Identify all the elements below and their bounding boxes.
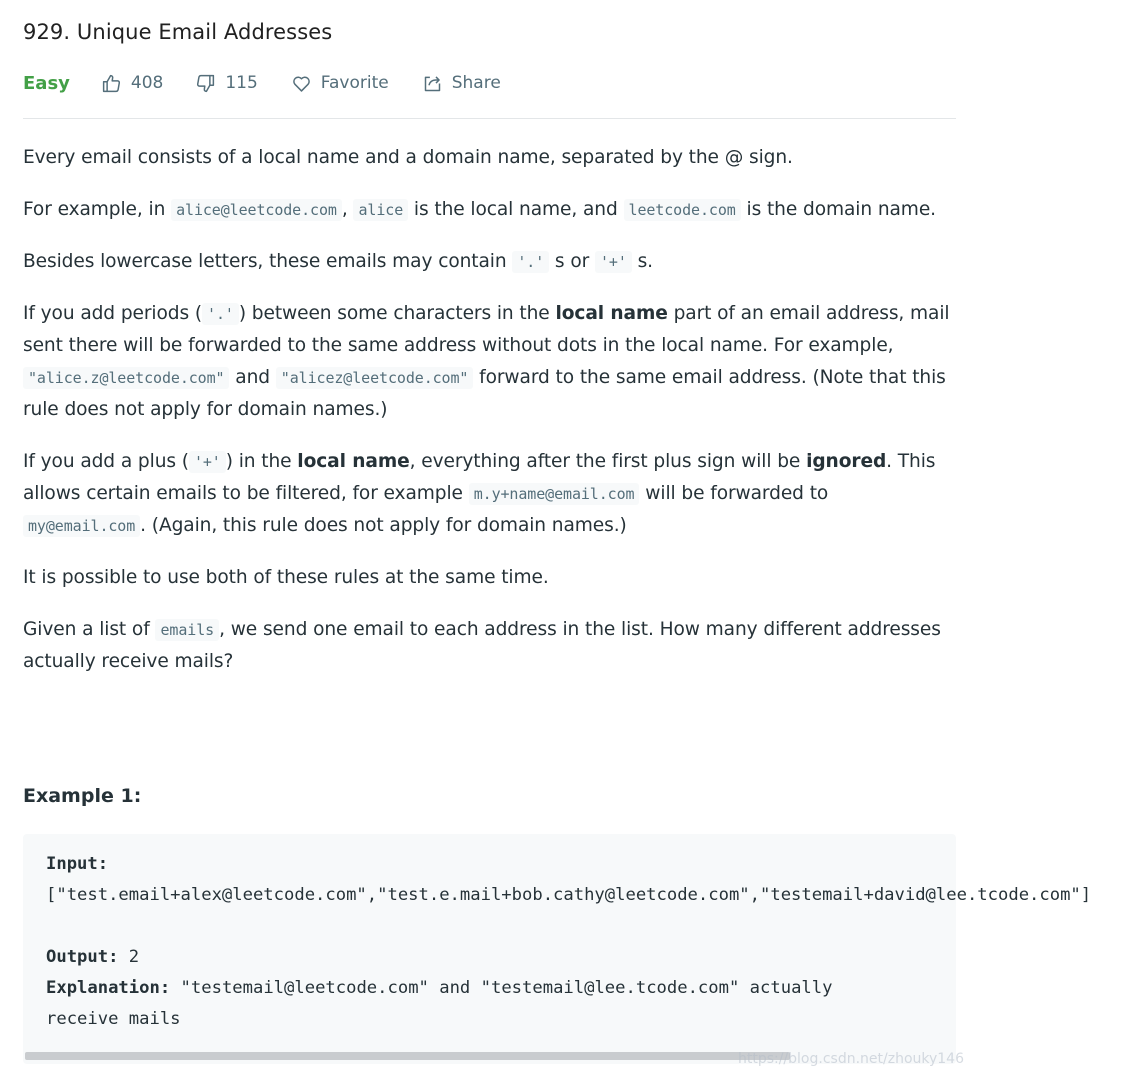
explanation-line-2: receive mails	[46, 1009, 181, 1029]
text: forward to the same email address. (Note that this rule does not apply for domain names.)	[23, 367, 946, 420]
text: will be forwarded to	[639, 483, 829, 504]
dislike-count: 115	[225, 73, 258, 93]
inline-code: m.y+name@email.com	[469, 483, 640, 505]
text: is the local name, and	[408, 199, 624, 220]
text: s.	[631, 251, 653, 272]
text: part of an email address, mail sent there will be forwarded to the same address without dots in the local name. For example,	[23, 303, 950, 356]
inline-code: emails	[155, 619, 219, 641]
output-value: 2	[128, 947, 140, 967]
text: ,	[341, 199, 354, 220]
thumbs-up-icon	[101, 73, 122, 94]
text: If you add periods (	[23, 303, 203, 324]
text: . (Again, this rule does not apply for domain names.)	[140, 515, 627, 536]
desc-paragraph-5	[23, 446, 956, 542]
example-code-block[interactable]	[23, 834, 1092, 1064]
text: Given a list of	[23, 619, 156, 640]
text: Besides lowercase letters, these emails may contain	[23, 251, 513, 272]
explanation-line-1: "testemail@leetcode.com" and "testemail@lee.tcode.com" actually	[180, 978, 833, 998]
problem-meta-bar	[23, 70, 501, 96]
heart-icon	[291, 73, 312, 94]
bold-term: local name	[297, 451, 410, 472]
text: is the domain name.	[740, 199, 936, 220]
example-content	[46, 849, 1146, 1035]
share-button[interactable]	[422, 73, 501, 94]
inline-code: '.'	[202, 303, 239, 325]
like-count: 408	[130, 73, 164, 93]
inline-code: alice@leetcode.com	[171, 199, 342, 221]
text: , everything after the first plus sign will be	[409, 451, 807, 472]
text: ) in the	[225, 451, 298, 472]
desc-paragraph-4	[23, 298, 956, 426]
text: ) between some characters in the	[238, 303, 556, 324]
inline-code: '+'	[189, 451, 226, 473]
header-divider	[23, 118, 956, 119]
desc-paragraph-3	[23, 246, 956, 278]
input-label: Input:	[46, 854, 109, 874]
desc-paragraph-7	[23, 614, 956, 678]
bold-term: ignored	[806, 451, 887, 472]
text: and	[229, 367, 276, 388]
text: If you add a plus (	[23, 451, 189, 472]
inline-code: alice	[353, 199, 408, 221]
share-label: Share	[451, 73, 501, 93]
text: . This allows certain emails to be filtered, for example	[23, 451, 936, 504]
desc-paragraph-6: It is possible to use both of these rules at the same time.	[23, 567, 549, 588]
like-button[interactable]	[101, 73, 163, 94]
dislike-button[interactable]	[195, 73, 257, 94]
problem-description	[23, 142, 956, 698]
output-label: Output:	[46, 947, 119, 967]
inline-code: "alicez@leetcode.com"	[276, 367, 474, 389]
bold-term: local name	[555, 303, 668, 324]
difficulty-badge: Easy	[23, 72, 70, 94]
inline-code: leetcode.com	[624, 199, 741, 221]
explanation-label: Explanation:	[46, 978, 171, 998]
text: For example, in	[23, 199, 172, 220]
favorite-label: Favorite	[320, 73, 389, 93]
share-icon	[422, 73, 443, 94]
input-value: ["test.email+alex@leetcode.com","test.e.mail+bob.cathy@leetcode.com","testemail+david@lee.tcode.com"]	[46, 885, 1092, 905]
inline-code: '+'	[595, 251, 632, 273]
problem-title: 929. Unique Email Addresses	[23, 20, 333, 44]
horizontal-scrollbar[interactable]	[25, 1052, 790, 1060]
favorite-button[interactable]	[291, 73, 389, 94]
inline-code: my@email.com	[23, 515, 140, 537]
thumbs-down-icon	[195, 73, 216, 94]
inline-code: '.'	[512, 251, 549, 273]
desc-paragraph-2	[23, 194, 956, 226]
text: , we send one email to each address in the list. How many different addresses actually receive mails?	[23, 619, 941, 672]
text: s or	[549, 251, 595, 272]
example-title: Example 1:	[23, 785, 142, 807]
inline-code: "alice.z@leetcode.com"	[23, 367, 229, 389]
watermark: https://blog.csdn.net/zhouky146	[737, 1051, 964, 1067]
desc-paragraph-1: Every email consists of a local name and a domain name, separated by the @ sign.	[23, 147, 793, 168]
